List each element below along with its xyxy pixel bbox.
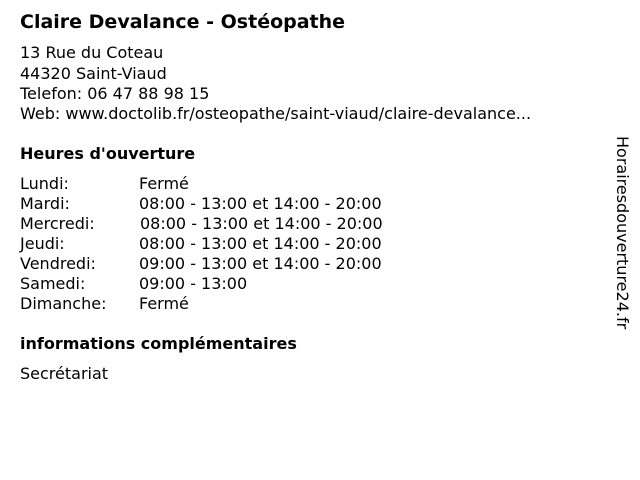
- day-hours: 08:00 - 13:00 et 14:00 - 20:00: [140, 214, 383, 233]
- day-label: Mercredi:: [20, 214, 95, 233]
- phone-number: Telefon: 06 47 88 98 15: [20, 84, 210, 103]
- day-label: Jeudi:: [20, 234, 65, 253]
- day-hours: 09:00 - 13:00 et 14:00 - 20:00: [139, 254, 382, 273]
- day-label: Lundi:: [20, 174, 69, 193]
- day-hours: 09:00 - 13:00: [139, 274, 248, 293]
- day-hours: 08:00 - 13:00 et 14:00 - 20:00: [139, 234, 382, 253]
- day-hours: Fermé: [139, 294, 189, 313]
- day-label: Mardi:: [20, 194, 70, 213]
- address-city: 44320 Saint-Viaud: [20, 64, 167, 83]
- additional-info-heading: informations complémentaires: [20, 334, 297, 353]
- address-street: 13 Rue du Coteau: [20, 43, 164, 62]
- day-label: Vendredi:: [20, 254, 96, 273]
- business-title: Claire Devalance - Ostéopathe: [20, 11, 346, 33]
- day-label: Samedi:: [20, 274, 86, 293]
- day-label: Dimanche:: [20, 294, 107, 313]
- opening-hours-heading: Heures d'ouverture: [20, 144, 196, 163]
- site-watermark: Horairesdouverture24.fr: [613, 136, 632, 330]
- additional-info-text: Secrétariat: [20, 364, 109, 383]
- day-hours: 08:00 - 13:00 et 14:00 - 20:00: [139, 194, 382, 213]
- website-link[interactable]: Web: www.doctolib.fr/osteopathe/saint-viaud/claire-devalance...: [20, 104, 532, 123]
- day-hours: Fermé: [139, 174, 189, 193]
